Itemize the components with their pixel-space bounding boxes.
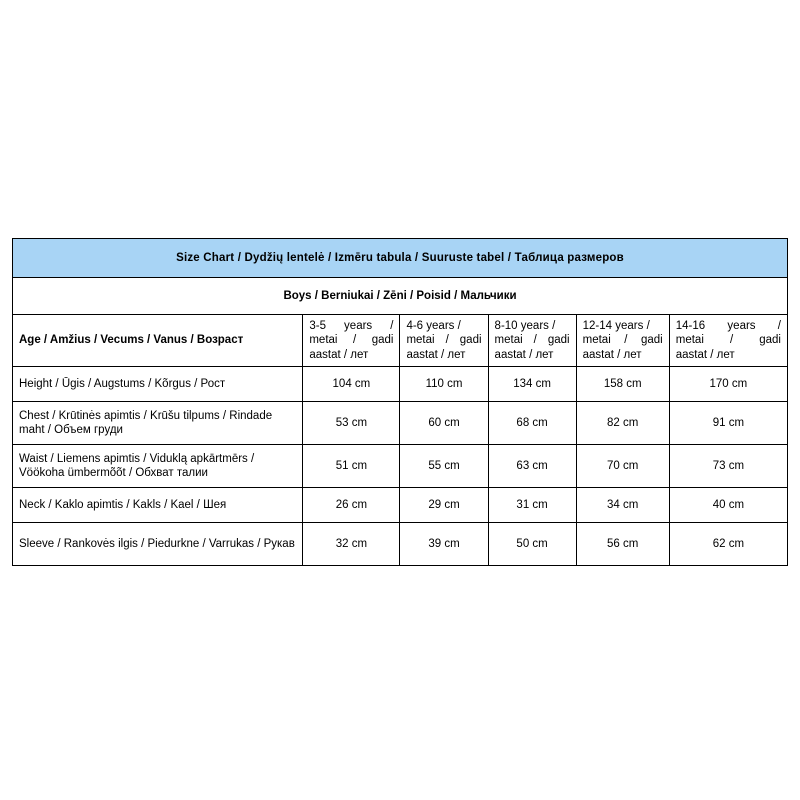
table-row bbox=[13, 488, 788, 523]
cell-chest-0: 53 cm bbox=[303, 402, 400, 445]
col3-years: years bbox=[615, 320, 644, 332]
col2-gadi: gadi bbox=[547, 334, 570, 347]
col1-sep2: / bbox=[445, 334, 449, 347]
col1-gadi: gadi bbox=[459, 334, 482, 347]
col3-sep: / bbox=[646, 320, 650, 332]
col0-sep2: / bbox=[352, 334, 357, 347]
table-row bbox=[13, 402, 788, 445]
chart-title-row bbox=[13, 239, 788, 278]
cell-height-2: 134 cm bbox=[488, 367, 576, 402]
cell-sleeve-0: 32 cm bbox=[303, 523, 400, 566]
cell-chest-1: 60 cm bbox=[400, 402, 488, 445]
cell-neck-4: 40 cm bbox=[669, 488, 787, 523]
col3-sep2: / bbox=[624, 334, 628, 347]
col1-metai: metai bbox=[406, 334, 435, 347]
cell-height-3: 158 cm bbox=[576, 367, 669, 402]
cell-sleeve-1: 39 cm bbox=[400, 523, 488, 566]
cell-sleeve-4: 62 cm bbox=[669, 523, 787, 566]
col4-sep2: / bbox=[729, 334, 734, 347]
cell-sleeve-3: 56 cm bbox=[576, 523, 669, 566]
table-row bbox=[13, 367, 788, 402]
col0-gadi: gadi bbox=[371, 334, 394, 347]
col1-line3: aastat / лет bbox=[406, 348, 466, 361]
col3-gadi: gadi bbox=[641, 334, 663, 347]
column-header-0 bbox=[303, 315, 400, 367]
col2-metai: metai bbox=[494, 334, 523, 347]
table-row bbox=[13, 445, 788, 488]
cell-neck-1: 29 cm bbox=[400, 488, 488, 523]
chart-group-label: Boys / Berniukai / Zēni / Poisid / Мальчики bbox=[13, 278, 788, 315]
row-label-waist: Waist / Liemens apimtis / Viduklą apkārtmērs / Vöökoha ümbermõõt / Обхват талии bbox=[13, 445, 303, 488]
chart-group-row bbox=[13, 278, 788, 315]
cell-neck-2: 31 cm bbox=[488, 488, 576, 523]
cell-waist-0: 51 cm bbox=[303, 445, 400, 488]
col2-sep2: / bbox=[533, 334, 537, 347]
col0-years: years bbox=[344, 320, 373, 332]
chart-header-row bbox=[13, 315, 788, 367]
col4-range: 14-16 bbox=[675, 320, 706, 332]
cell-height-0: 104 cm bbox=[303, 367, 400, 402]
cell-waist-4: 73 cm bbox=[669, 445, 787, 488]
col1-range: 4-6 bbox=[406, 320, 424, 332]
table-row bbox=[13, 523, 788, 566]
col3-line3: aastat / лет bbox=[582, 348, 642, 361]
col4-gadi: gadi bbox=[759, 334, 781, 347]
col2-line3: aastat / лет bbox=[494, 348, 554, 361]
cell-neck-3: 34 cm bbox=[576, 488, 669, 523]
row-label-neck: Neck / Kaklo apimtis / Kakls / Kael / Шея bbox=[13, 488, 303, 523]
col2-range: 8-10 bbox=[494, 320, 518, 332]
col2-years: years bbox=[520, 320, 549, 332]
col4-line3: aastat / лет bbox=[675, 348, 735, 361]
col0-line3: aastat / лет bbox=[309, 348, 369, 361]
cell-neck-0: 26 cm bbox=[303, 488, 400, 523]
row-label-chest: Chest / Krūtinės apimtis / Krūšu tilpums / Rindade maht / Объем груди bbox=[13, 402, 303, 445]
cell-waist-2: 63 cm bbox=[488, 445, 576, 488]
col4-years: years bbox=[727, 320, 756, 332]
col0-range: 3-5 bbox=[309, 320, 326, 332]
cell-chest-2: 68 cm bbox=[488, 402, 576, 445]
col4-sep: / bbox=[777, 320, 781, 332]
column-header-4 bbox=[669, 315, 787, 367]
col2-sep: / bbox=[552, 320, 556, 332]
cell-chest-4: 91 cm bbox=[669, 402, 787, 445]
cell-height-4: 170 cm bbox=[669, 367, 787, 402]
cell-height-1: 110 cm bbox=[400, 367, 488, 402]
chart-title: Size Chart / Dydžių lentelė / Izmēru tabula / Suuruste tabel / Таблица размеров bbox=[13, 239, 788, 278]
cell-waist-1: 55 cm bbox=[400, 445, 488, 488]
row-label-height: Height / Ūgis / Augstums / Kõrgus / Рост bbox=[13, 367, 303, 402]
column-header-3 bbox=[576, 315, 669, 367]
col0-metai: metai bbox=[309, 334, 338, 347]
col1-years: years bbox=[426, 320, 455, 332]
col3-range: 12-14 bbox=[582, 320, 613, 332]
size-chart-table bbox=[12, 238, 788, 566]
column-header-2 bbox=[488, 315, 576, 367]
age-label-cell: Age / Amžius / Vecums / Vanus / Возраст bbox=[13, 315, 303, 367]
col0-sep: / bbox=[390, 320, 394, 332]
col4-metai: metai bbox=[675, 334, 704, 347]
row-label-sleeve: Sleeve / Rankovės ilgis / Piedurkne / Varrukas / Рукав bbox=[13, 523, 303, 566]
size-chart-container bbox=[12, 238, 788, 566]
col3-metai: metai bbox=[582, 334, 611, 347]
cell-chest-3: 82 cm bbox=[576, 402, 669, 445]
column-header-1 bbox=[400, 315, 488, 367]
col1-sep: / bbox=[457, 320, 461, 332]
cell-waist-3: 70 cm bbox=[576, 445, 669, 488]
cell-sleeve-2: 50 cm bbox=[488, 523, 576, 566]
